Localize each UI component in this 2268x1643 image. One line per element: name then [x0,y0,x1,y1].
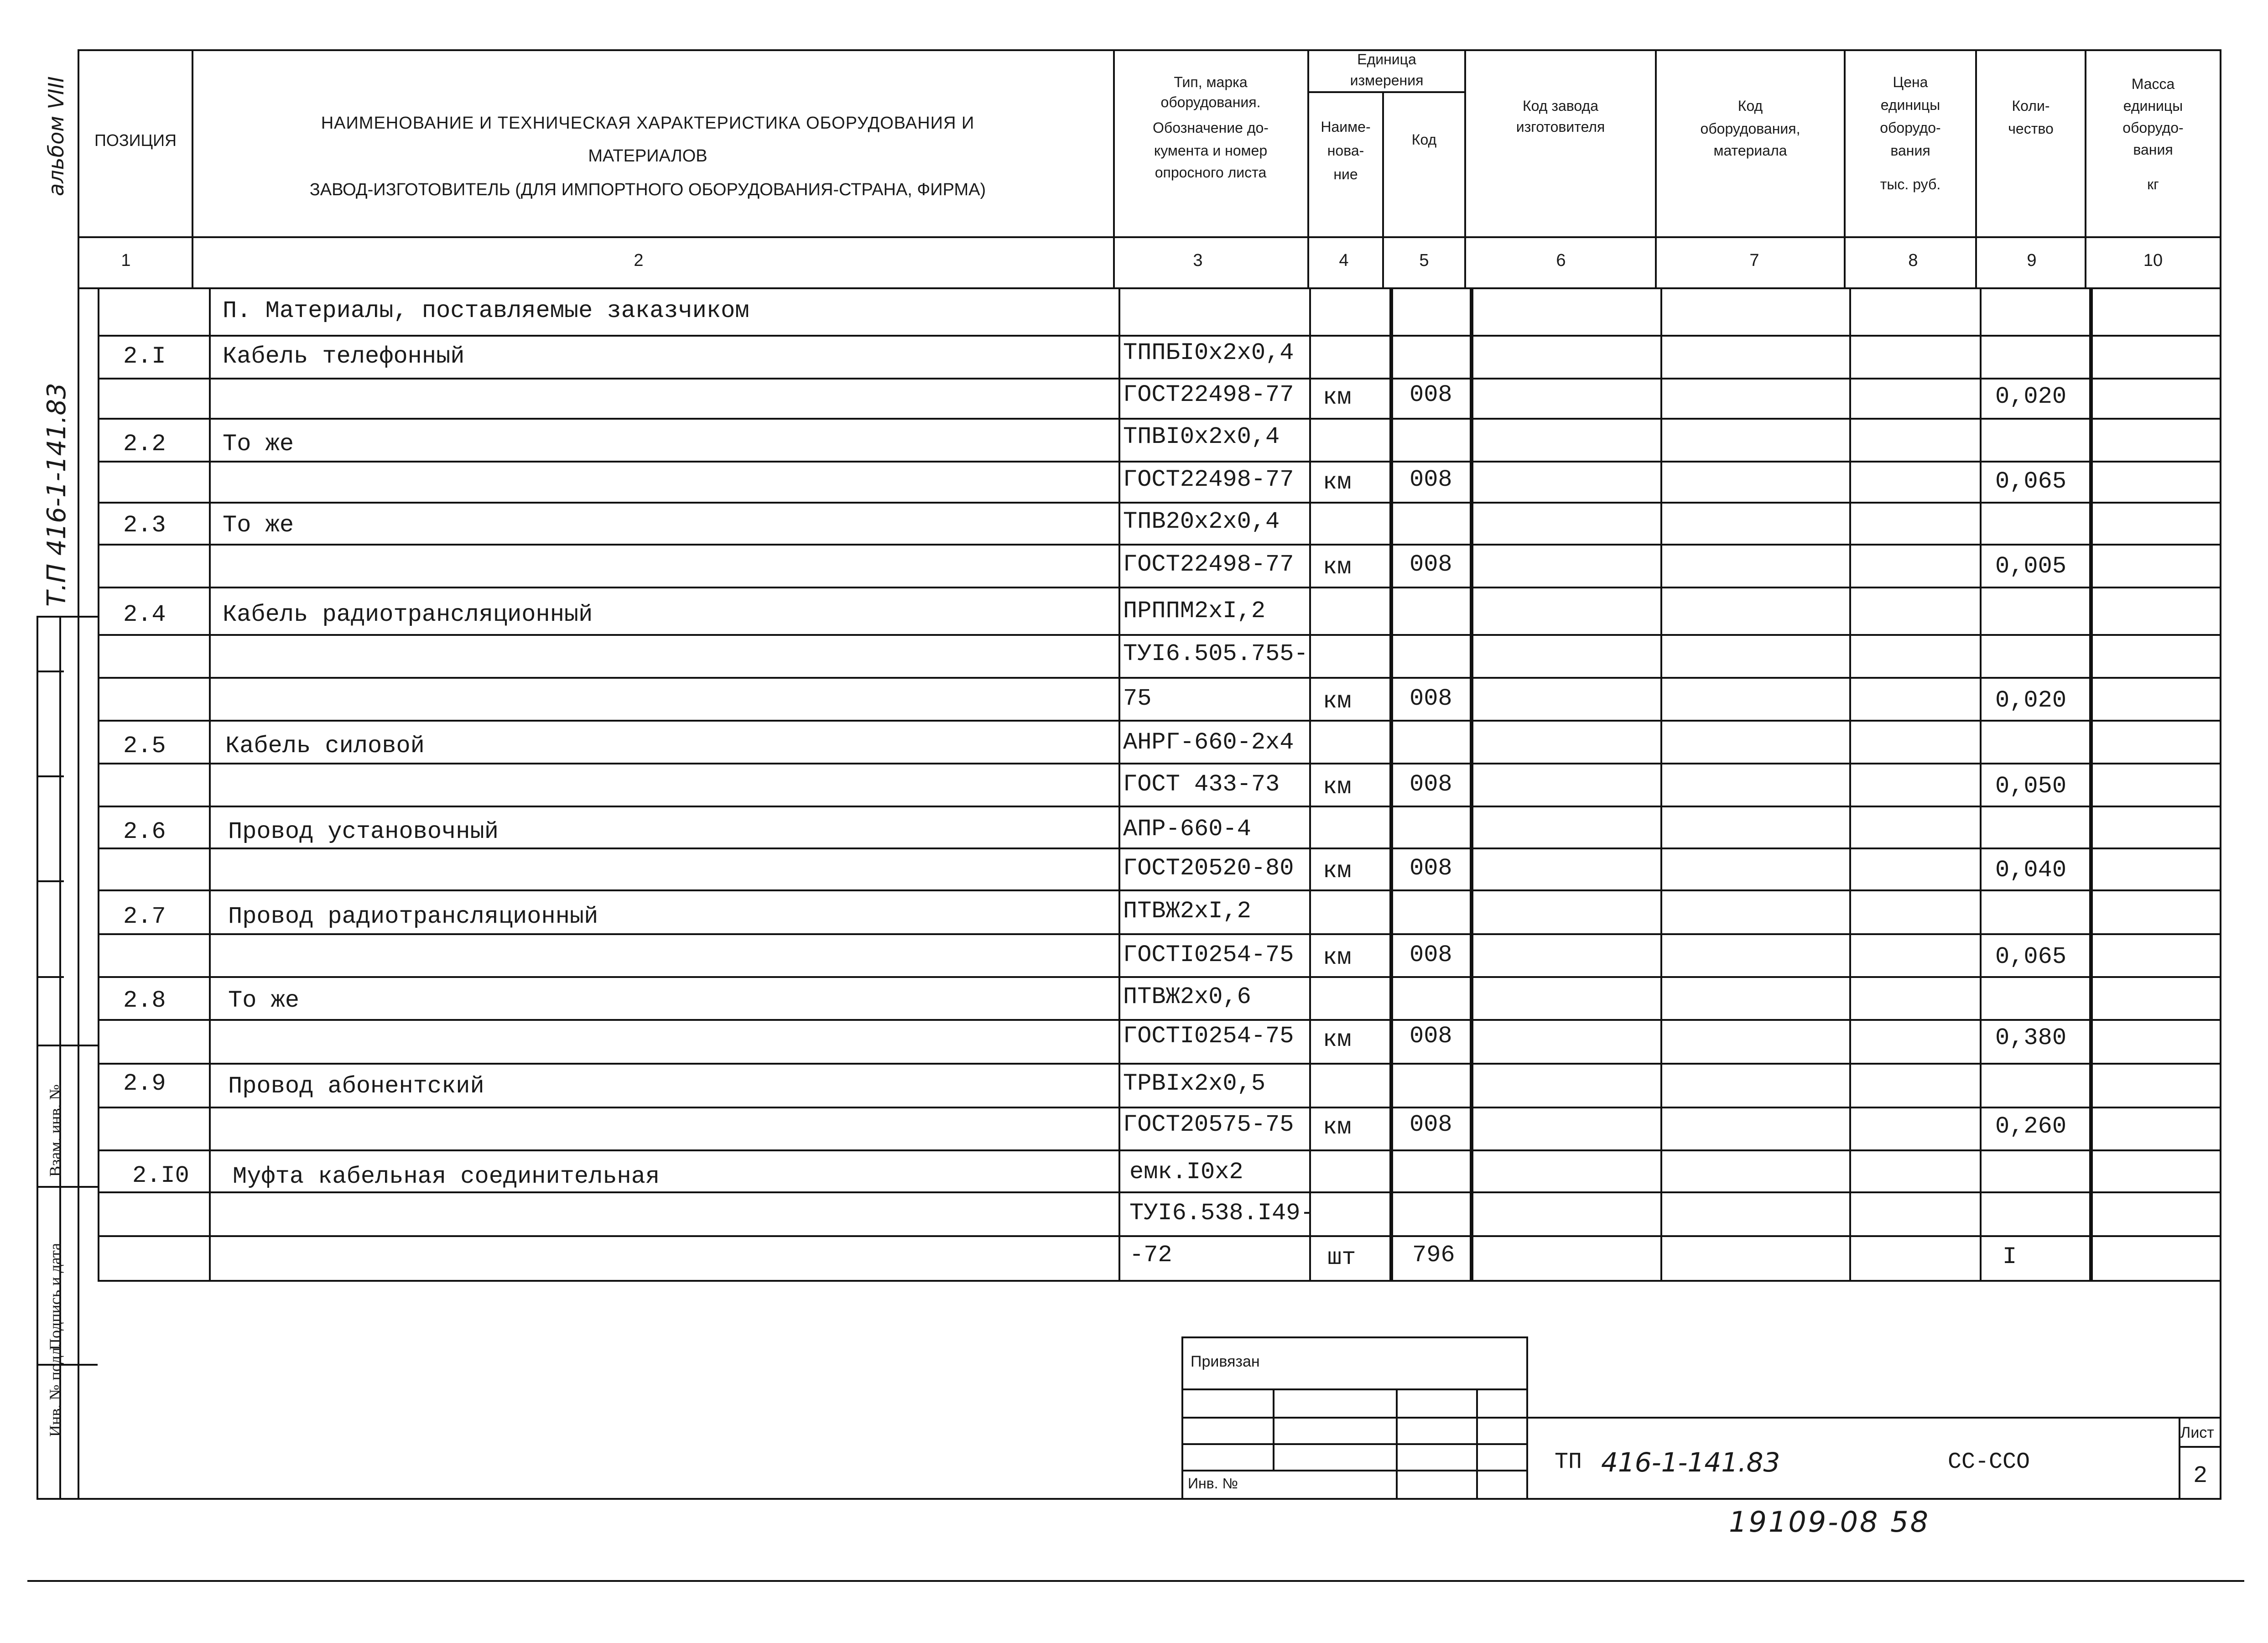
header-mass-line3: оборудо- [2122,120,2184,136]
body-col-div-5 [1389,287,1393,1282]
row-position: 2.6 [123,818,166,845]
row-type: ТПВ20х2х0,4 [1123,508,1280,535]
row-quantity: 0,380 [1995,1024,2067,1051]
column-number: 9 [2027,251,2037,270]
row-type: ГОСТI0254-75 [1123,1023,1294,1050]
row-code: 008 [1410,685,1452,712]
margin-strip-left [36,616,38,1500]
row-line [98,587,2221,588]
row-line [98,378,2221,380]
row-code: 008 [1410,771,1452,798]
header-unit-name-line3: ние [1333,166,1358,182]
row-line [98,847,2221,849]
header-unit-code: Код [1411,131,1437,148]
margin-strip-tick [36,976,64,978]
row-type: ПРППМ2хI,2 [1123,598,1266,624]
header-bottom-line [78,236,2221,238]
frame-bottom-line [36,1498,2221,1500]
column-number: 7 [1749,251,1759,270]
row-unit: км [1323,1026,1352,1053]
row-name: Муфта кабельная соединительная [233,1163,660,1190]
frame-left-line [78,49,79,1500]
col-div-5 [1464,49,1466,287]
row-name: То же [228,987,300,1014]
row-code: 796 [1412,1242,1455,1269]
row-position: 2.7 [123,903,166,930]
row-line [98,1063,2221,1065]
body-col-div-7 [1660,287,1662,1282]
header-unit-line2: измерения [1350,72,1424,88]
header-factory-code-line2: изготовителя [1516,119,1605,135]
body-col-div-4 [1309,287,1311,1282]
row-unit: км [1323,774,1352,801]
row-line [98,889,2221,891]
column-number: 5 [1419,251,1429,270]
row-type: ГОСТ20520-80 [1123,855,1294,882]
header-name-line1: НАИМЕНОВАНИЕ И ТЕХНИЧЕСКАЯ ХАРАКТЕРИСТИКА ОБОРУДОВАНИЯ И [321,114,975,133]
header-type-line3: Обозначение до- [1153,120,1269,136]
row-position: 2.2 [123,431,166,458]
section-title: П. Материалы, поставляемые заказчиком [223,297,749,324]
row-name: Кабель силовой [225,733,425,759]
row-type: 75 [1123,685,1152,712]
row-type: ПТВЖ2х0,6 [1123,983,1251,1010]
stamp-line [1181,1336,1528,1338]
row-unit: км [1323,944,1352,971]
row-line [98,720,2221,722]
row-unit: км [1323,1114,1352,1141]
body-col-div-2 [209,287,211,1282]
row-line [98,976,2221,978]
row-type: ТУI6.505.755- [1123,640,1308,667]
header-unit-name-line1: Наиме- [1321,119,1371,135]
row-unit: км [1323,554,1352,581]
row-unit: шт [1327,1244,1356,1271]
page-bottom-line [27,1580,2244,1582]
row-line [98,1191,2221,1193]
body-col-div-6 [1470,287,1473,1282]
row-type: ТПВI0х2х0,4 [1123,423,1280,450]
row-name: Кабель телефонный [223,343,465,370]
row-position: 2.3 [123,512,166,539]
column-number: 8 [1908,251,1918,270]
stamp-line [2179,1446,2221,1448]
header-qty-line2: чество [2008,120,2054,137]
header-qty-line1: Коли- [2012,98,2050,114]
column-number: 1 [121,251,131,270]
row-line [98,1149,2221,1151]
row-code: 008 [1410,1023,1452,1050]
stamp-line [1396,1388,1398,1498]
row-code: 008 [1410,941,1452,968]
stamp-line [1476,1388,1478,1498]
row-type: ТУI6.538.I49- [1129,1200,1315,1227]
header-type-line1: Тип, марка [1174,74,1248,90]
bottom-archive-number: 19109-08 58 [1729,1505,1930,1539]
row-name: Провод абонентский [228,1073,484,1100]
stamp-doc-prefix: ТП [1555,1449,1582,1475]
row-type: ТРВIх2х0,5 [1123,1070,1266,1097]
row-line [98,502,2221,504]
side-label-podpis-data: Подпись и дата [46,1243,64,1350]
stamp-line [1526,1417,2221,1419]
row-quantity: 0,020 [1995,687,2067,714]
col-div-2 [1113,49,1115,287]
header-price-line4: вания [1890,142,1930,159]
row-type: ГОСТI0254-75 [1123,941,1294,968]
row-quantity: 0,260 [1995,1113,2067,1140]
col-div-1 [192,49,193,287]
row-line [98,1235,2221,1237]
header-unit-line1: Единица [1357,51,1416,68]
row-unit: км [1323,384,1352,411]
row-code: 008 [1410,855,1452,882]
row-type: ПТВЖ2хI,2 [1123,898,1251,925]
row-position: 2.I0 [132,1162,189,1189]
row-type: -72 [1129,1242,1172,1269]
frame-top-line [78,49,2221,51]
row-name: Провод радиотрансляционный [228,903,598,930]
body-col-div-3 [1118,287,1120,1282]
row-quantity: 0,065 [1995,468,2067,495]
header-mass-line2: единицы [2123,98,2183,114]
margin-note-project: Т.П 416-1-141.83 [42,383,72,607]
header-price-line2: единицы [1880,97,1940,113]
margin-strip-line [36,1186,98,1188]
row-type: ГОСТ22498-77 [1123,381,1294,408]
row-name: Провод установочный [228,818,499,845]
col-div-6 [1655,49,1657,287]
stamp-doc-code: СС-ССО [1948,1449,2030,1475]
row-type: емк.I0х2 [1129,1159,1243,1185]
column-number: 6 [1556,251,1566,270]
row-position: 2.9 [123,1070,166,1097]
side-label-inv-podl: Инв. № подл. [46,1343,64,1437]
row-quantity: 0,050 [1995,773,2067,800]
row-quantity: 0,040 [1995,857,2067,884]
unit-sub-line [1307,91,1465,93]
column-number: 4 [1339,251,1349,270]
row-code: 008 [1410,551,1452,578]
row-line [98,763,2221,764]
row-line [98,335,2221,337]
body-col-div-8 [1849,287,1851,1282]
col-div-8 [1975,49,1977,287]
header-position: ПОЗИЦИЯ [94,131,177,150]
margin-strip-line [36,1045,98,1046]
header-unit-name-line2: нова- [1327,142,1364,159]
row-quantity: 0,065 [1995,943,2067,970]
row-position: 2.I [123,343,166,370]
row-quantity: 0,020 [1995,383,2067,410]
row-line [98,806,2221,807]
row-unit: км [1323,858,1352,884]
header-mass-line4: вания [2133,141,2173,158]
row-code: 008 [1410,466,1452,493]
row-unit: км [1323,688,1352,715]
header-type-line5: опросного листа [1155,164,1267,181]
row-line [98,634,2221,636]
header-mass-line5: кг [2147,176,2159,192]
row-name: Кабель радиотрансляционный [223,601,593,628]
row-type: ГОСТ22498-77 [1123,551,1294,578]
body-bottom-line [98,1280,2221,1282]
row-position: 2.5 [123,733,166,759]
header-factory-code-line1: Код завода [1523,98,1598,114]
header-price-line5: тыс. руб. [1880,176,1941,192]
header-price-line1: Цена [1893,74,1928,90]
row-type: АПР-660-4 [1123,816,1251,842]
col-div-4 [1382,91,1384,287]
row-type: ГОСТ22498-77 [1123,466,1294,493]
row-type: ГОСТ 433-73 [1123,771,1280,798]
row-code: 008 [1410,381,1452,408]
column-number: 2 [634,251,644,270]
row-type: АНРГ-660-2х4 [1123,729,1294,756]
row-line [98,461,2221,463]
margin-strip-tick [36,775,64,777]
header-price-line3: оборудо- [1880,120,1941,136]
row-line [98,933,2221,935]
row-position: 2.4 [123,601,166,628]
header-type-line4: кумента и номер [1154,142,1268,159]
row-line [98,1107,2221,1108]
row-quantity: I [2003,1243,2017,1270]
body-col-div-10 [2089,287,2093,1282]
margin-strip-tick [36,880,64,882]
body-col-div-9 [1980,287,1982,1282]
header-equip-code-line3: материала [1713,142,1787,159]
stamp-privyazan: Привязан [1191,1353,1260,1370]
row-line [98,544,2221,546]
body-col-div-1 [98,287,99,1282]
row-type: ГОСТ20575-75 [1123,1111,1294,1138]
row-code: 008 [1410,1111,1452,1138]
row-line [98,1019,2221,1021]
header-equip-code-line1: Код [1737,98,1763,114]
header-name-line2: МАТЕРИАЛОВ [588,146,707,166]
row-line [98,677,2221,679]
row-quantity: 0,005 [1995,553,2067,580]
colnum-bottom-line [78,287,2221,289]
stamp-line [1273,1388,1274,1470]
margin-strip-line [36,616,98,618]
row-name: То же [223,512,294,539]
header-mass-line1: Масса [2131,76,2175,92]
header-type-line2: оборудования. [1160,94,1261,110]
column-number: 10 [2143,251,2163,270]
row-unit: км [1323,469,1352,496]
margin-note-album: альбом VIII [44,76,68,196]
row-type: ТППБI0х2х0,4 [1123,339,1294,366]
row-name: То же [223,431,294,458]
header-name-line3: ЗАВОД-ИЗГОТОВИТЕЛЬ (ДЛЯ ИМПОРТНОГО ОБОРУДОВАНИЯ-СТРАНА, ФИРМА) [309,180,986,199]
frame-right-line [2220,49,2221,1500]
margin-strip-tick [36,671,64,672]
row-position: 2.8 [123,987,166,1014]
column-number: 3 [1193,251,1203,270]
stamp-doc-number: 416-1-141.83 [1601,1447,1780,1478]
side-label-vzam-inv: Взам. инв. № [46,1084,64,1177]
stamp-sheet-number: 2 [2193,1462,2208,1489]
stamp-sheet-label: Лист [2180,1424,2214,1441]
row-line [98,418,2221,420]
stamp-inv-no: Инв. № [1188,1475,1238,1492]
header-equip-code-line2: оборудования, [1700,120,1800,137]
